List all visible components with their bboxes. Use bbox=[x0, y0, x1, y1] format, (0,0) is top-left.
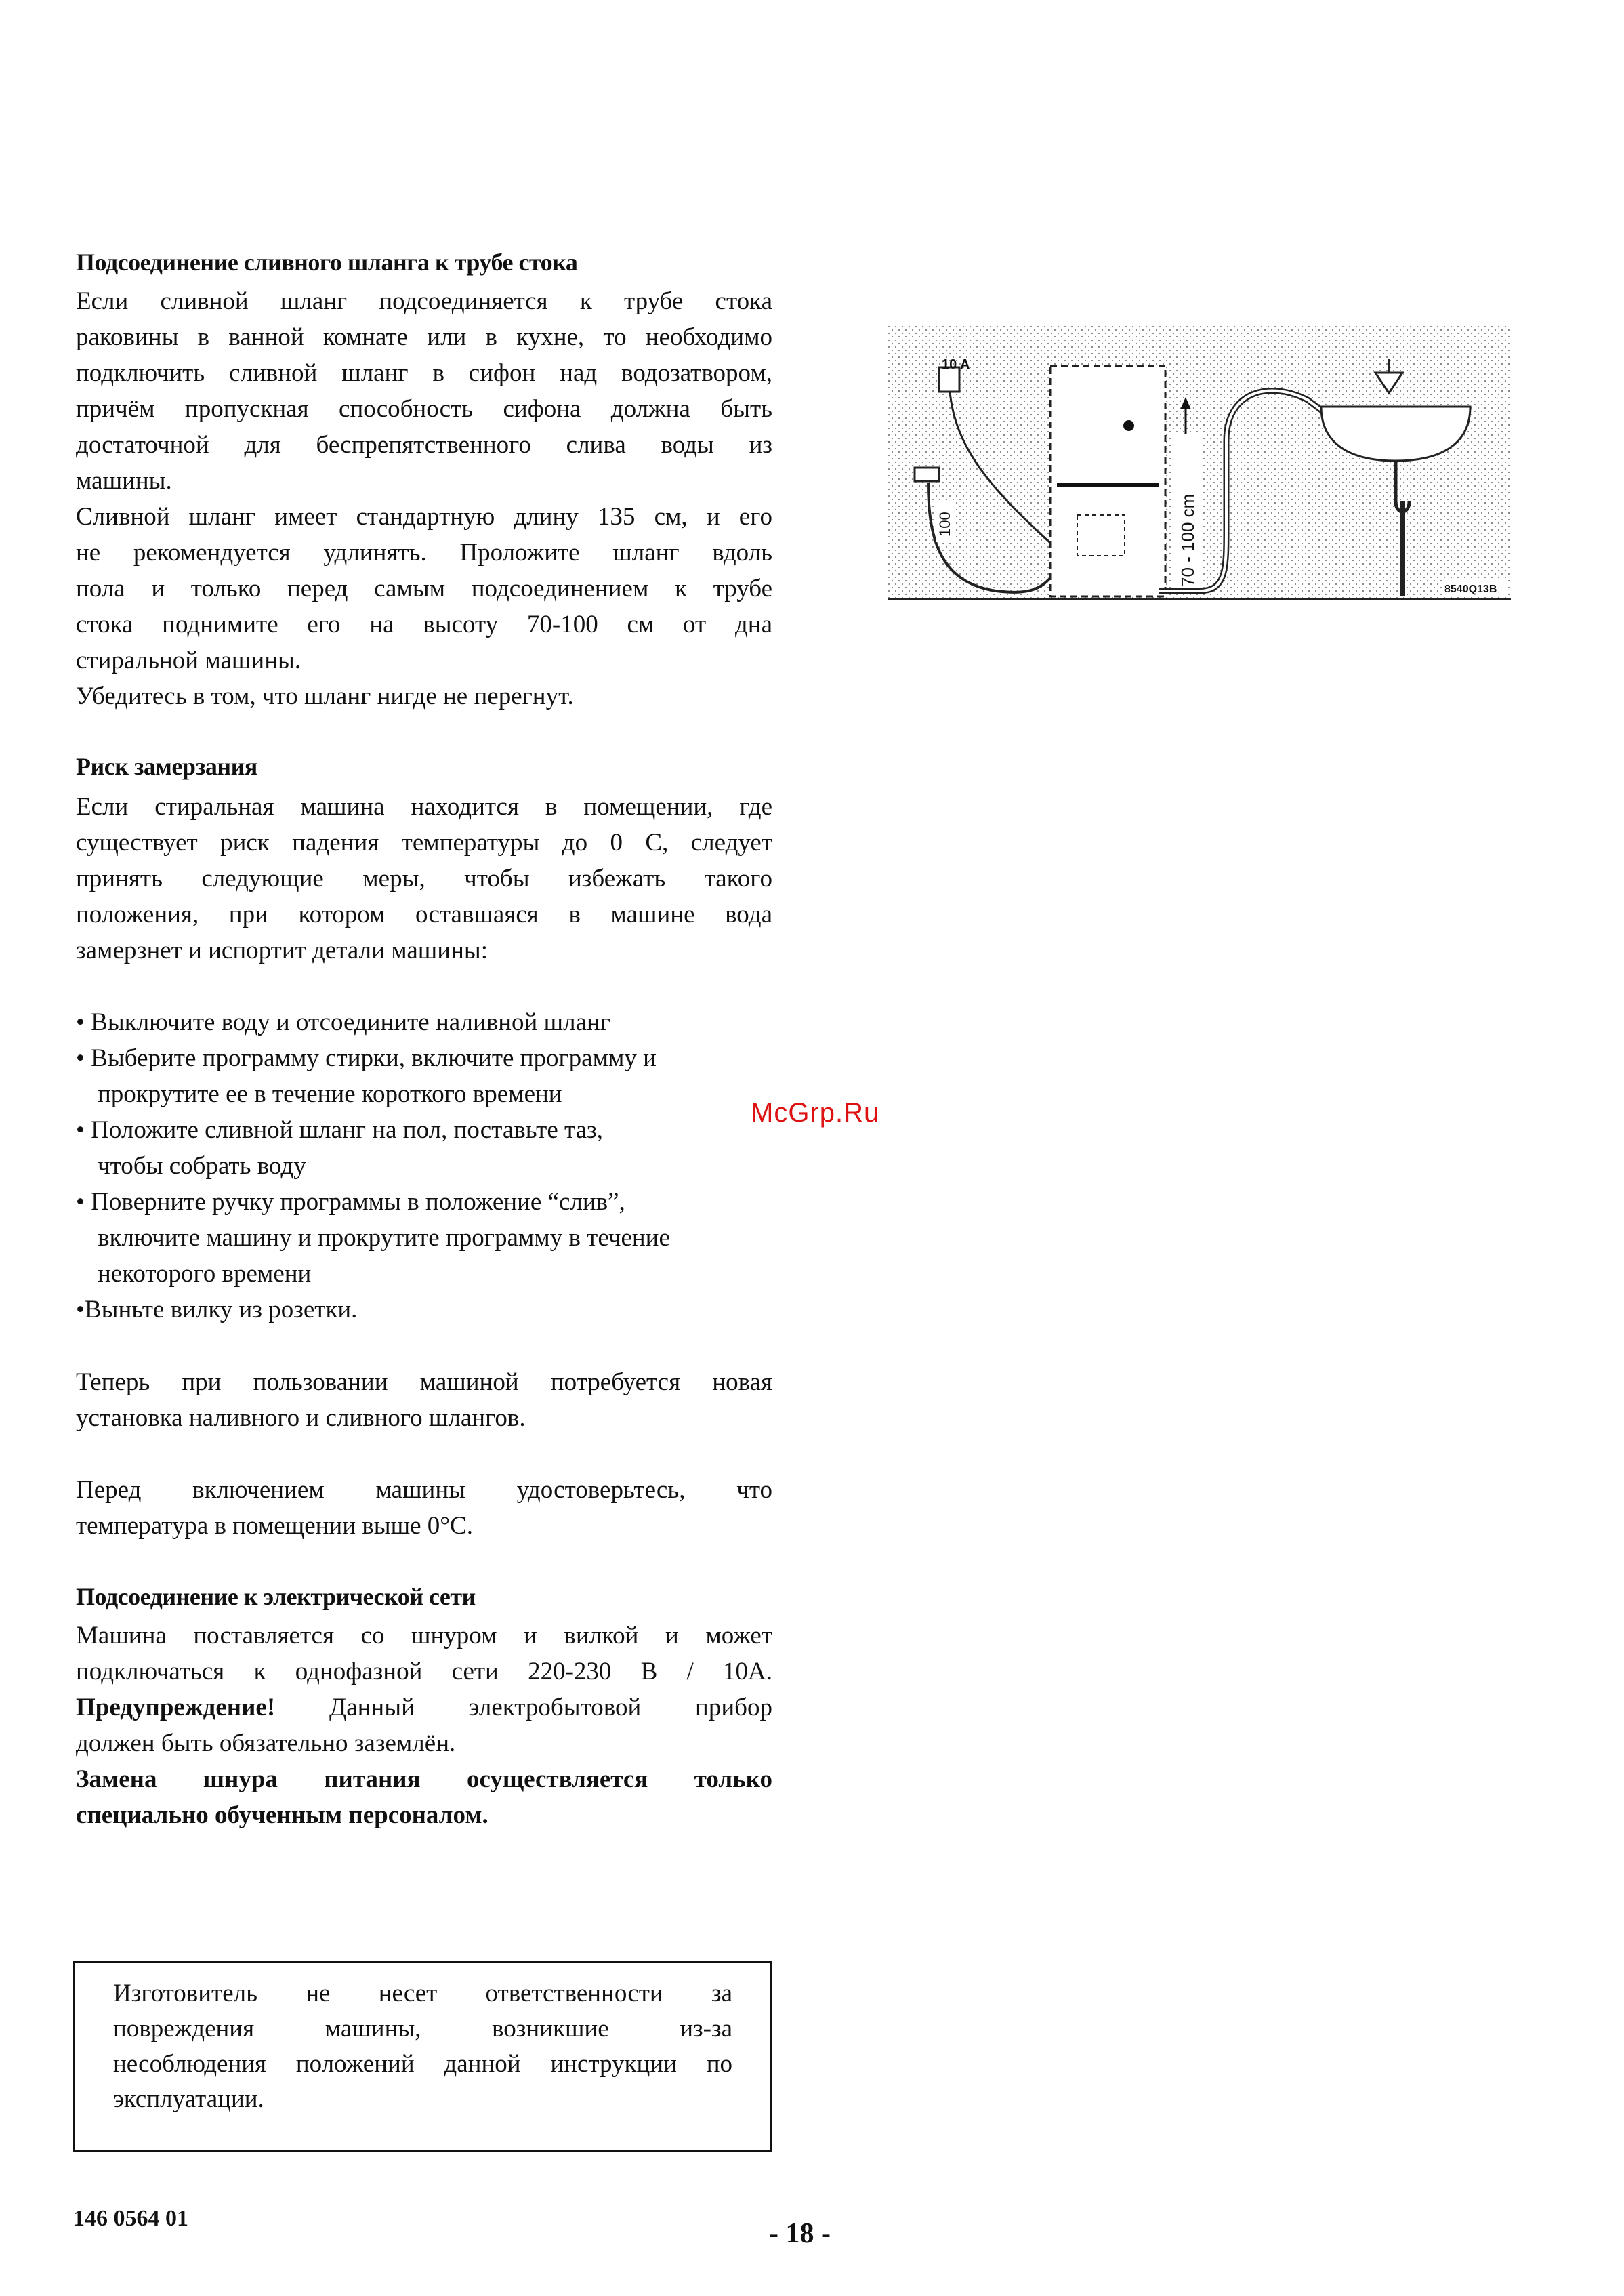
text-line: Сливной шланг имеет стандартную длину 135 см, и его bbox=[76, 503, 772, 531]
inlet-length-label: 100 bbox=[936, 512, 953, 537]
installation-diagram bbox=[888, 325, 1511, 610]
heading-electrical: Подсоединение к электрической сети bbox=[76, 1583, 476, 1610]
text-line: подключить сливной шланг в сифон над водозатвором, bbox=[76, 359, 772, 387]
notice-line: эксплуатации. bbox=[113, 2085, 264, 2113]
liability-notice-box bbox=[73, 1961, 772, 2152]
text-line: замерзнет и испортит детали машины: bbox=[76, 937, 488, 964]
warning-label: Предупреждение! bbox=[76, 1694, 276, 1721]
list-item: • Поверните ручку программы в положение “слив”, bbox=[76, 1188, 625, 1216]
list-item: •Выньте вилку из розетки. bbox=[76, 1296, 358, 1324]
text-line: стока поднимите его на высоту 70-100 см от дна bbox=[76, 611, 772, 638]
bold-text-line: Замена шнура питания осуществляется только bbox=[76, 1765, 772, 1793]
document-number: 146 0564 01 bbox=[73, 2206, 188, 2231]
drain-paragraph bbox=[76, 283, 772, 714]
freeze-after-paragraph-1 bbox=[76, 1364, 772, 1436]
notice-line: Изготовитель не несет ответственности за bbox=[113, 1980, 732, 2007]
list-item: включите машину и прокрутите программу в течение bbox=[98, 1224, 670, 1252]
text-line: стиральной машины. bbox=[76, 647, 301, 674]
list-item: • Выберите программу стирки, включите программу и bbox=[76, 1044, 657, 1072]
height-label: 70 - 100 cm bbox=[1178, 493, 1198, 587]
freeze-after-paragraph-2 bbox=[76, 1472, 772, 1544]
water-tap-icon bbox=[915, 468, 939, 481]
text-line: пола и только перед самым подсоединением к трубе bbox=[76, 575, 772, 602]
text-line: достаточной для беспрепятственного слива воды из bbox=[76, 431, 772, 459]
text-line: раковины в ванной комнате или в кухне, то необходимо bbox=[76, 323, 772, 351]
notice-line: повреждения машины, возникшие из-за bbox=[113, 2015, 732, 2043]
watermark: McGrp.Ru bbox=[751, 1098, 880, 1128]
text-line: подключаться к однофазной сети 220-230 В / 10А. bbox=[76, 1658, 772, 1685]
notice-line: несоблюдения положений данной инструкции по bbox=[113, 2050, 732, 2078]
list-item: прокрутите ее в течение короткого времени bbox=[98, 1080, 562, 1108]
text-line: не рекомендуется удлинять. Проложите шланг вдоль bbox=[76, 539, 772, 567]
warning-line bbox=[76, 1689, 772, 1725]
freeze-steps-list bbox=[76, 1004, 780, 1328]
text-line: должен быть обязательно заземлён. bbox=[76, 1729, 456, 1757]
machine-detail bbox=[1123, 420, 1134, 431]
text-line: Если сливной шланг подсоединяется к трубе стока bbox=[76, 287, 772, 315]
text-line: Убедитесь в том, что шланг нигде не перегнут. bbox=[76, 682, 574, 710]
text-line: Если стиральная машина находится в помещении, где bbox=[76, 793, 772, 821]
electrical-paragraph bbox=[76, 1618, 772, 1833]
freeze-paragraph bbox=[76, 789, 772, 968]
floor bbox=[888, 599, 1511, 609]
heading-drain-hose: Подсоединение сливного шланга к трубе стока bbox=[76, 249, 578, 276]
text-line: причём пропускная способность сифона должна быть bbox=[76, 395, 772, 423]
text-line: положения, при котором оставшаяся в машине вода bbox=[76, 901, 772, 928]
text-line: Теперь при пользовании машиной потребуется новая bbox=[76, 1368, 772, 1396]
list-item: чтобы собрать воду bbox=[98, 1152, 306, 1180]
washing-machine bbox=[1050, 366, 1165, 596]
list-item: • Выключите воду и отсоедините наливной шланг bbox=[76, 1008, 610, 1036]
list-item: некоторого времени bbox=[98, 1260, 312, 1288]
fuse-label: 10 A bbox=[942, 357, 970, 372]
heading-freeze-risk: Риск замерзания bbox=[76, 753, 257, 780]
figure-code: 8540Q13B bbox=[1444, 583, 1497, 595]
warning-text: Данный электробытовой прибор bbox=[275, 1694, 772, 1721]
list-item: • Положите сливной шланг на пол, поставьте таз, bbox=[76, 1116, 603, 1144]
drain-installation-figure bbox=[888, 325, 1511, 610]
text-line: Перед включением машины удостоверьтесь, что bbox=[76, 1476, 772, 1504]
text-line: Машина поставляется со шнуром и вилкой и может bbox=[76, 1622, 772, 1649]
text-line: принять следующие меры, чтобы избежать такого bbox=[76, 865, 772, 893]
text-line: температура в помещении выше 0°С. bbox=[76, 1512, 473, 1540]
page-number: - 18 - bbox=[769, 2218, 831, 2249]
text-line: установка наливного и сливного шлангов. bbox=[76, 1404, 526, 1432]
text-line: машины. bbox=[76, 467, 172, 495]
bold-text-line: специально обученным персоналом. bbox=[76, 1801, 488, 1829]
text-line: существует риск падения температуры до 0 С, следует bbox=[76, 829, 772, 857]
